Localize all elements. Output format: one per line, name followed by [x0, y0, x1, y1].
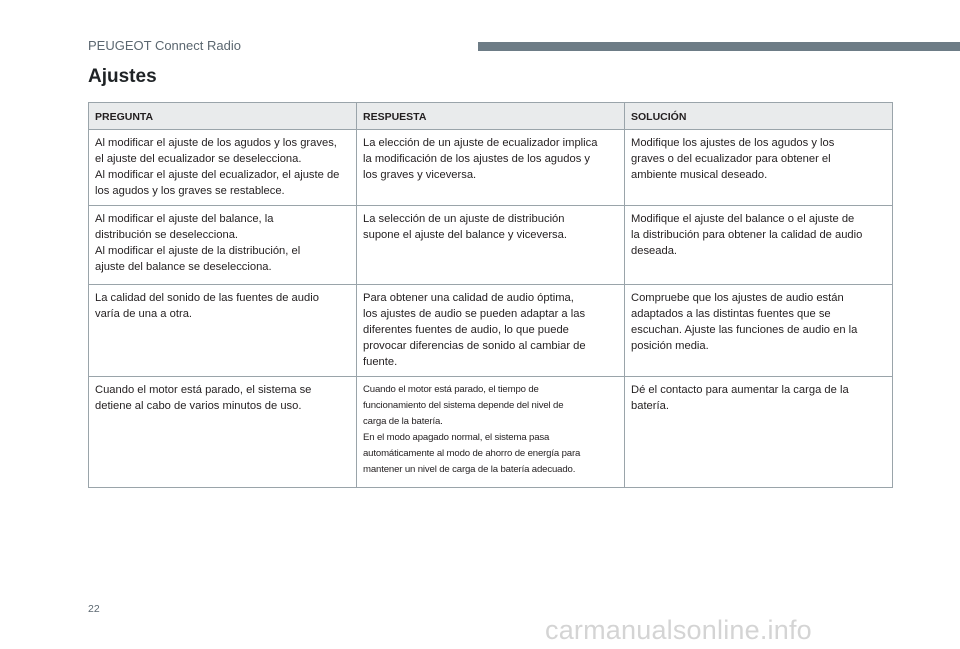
cell-text-line: automáticamente al modo de ahorro de energía para — [363, 448, 581, 459]
table-row — [89, 130, 893, 206]
cell-text-line: funcionamiento del sistema depende del nivel de — [363, 400, 564, 411]
header-accent-bar — [478, 42, 960, 51]
cell-pregunta — [89, 285, 357, 377]
cell-text-line: diferentes fuentes de audio, lo que puede — [363, 324, 569, 336]
cell-text-line: Al modificar el ajuste del balance, la — [95, 213, 274, 225]
cell-text-line: supone el ajuste del balance y viceversa. — [363, 229, 567, 241]
page-number: 22 — [88, 603, 100, 615]
cell-text-line: varía de una a otra. — [95, 308, 193, 320]
cell-text-line: Dé el contacto para aumentar la carga de la — [631, 384, 849, 396]
cell-text-line: distribución se deselecciona. — [95, 229, 239, 241]
cell-text-line: Al modificar el ajuste del ecualizador, el ajuste de — [95, 169, 340, 181]
cell-text-line: Modifique los ajustes de los agudos y los — [631, 137, 835, 149]
document-header-title: PEUGEOT Connect Radio — [88, 38, 241, 53]
cell-text-line: Modifique el ajuste del balance o el ajuste de — [631, 213, 855, 225]
cell-text-line: los agudos y los graves se restablece. — [95, 185, 285, 197]
cell-text-line: Al modificar el ajuste de los agudos y los graves, — [95, 137, 337, 149]
column-header-solucion: SOLUCIÓN — [625, 103, 893, 130]
troubleshooting-table — [88, 102, 893, 488]
cell-text-line: deseada. — [631, 245, 678, 257]
section-title: Ajustes — [88, 66, 157, 87]
cell-solucion — [625, 285, 893, 377]
cell-text-line: ajuste del balance se deselecciona. — [95, 261, 272, 273]
cell-text-line: Cuando el motor está parado, el tiempo de — [363, 384, 539, 395]
cell-text-line: carga de la batería. — [363, 416, 443, 427]
cell-text-line: La selección de un ajuste de distribución — [363, 213, 565, 225]
cell-text-line: la distribución para obtener la calidad de audio — [631, 229, 863, 241]
cell-pregunta — [89, 130, 357, 206]
cell-text-line: mantener un nivel de carga de la batería adecuado. — [363, 464, 576, 475]
cell-text-line: Cuando el motor está parado, el sistema se — [95, 384, 312, 396]
cell-solucion — [625, 206, 893, 285]
table-row — [89, 206, 893, 285]
cell-respuesta — [357, 377, 625, 488]
cell-text-line: Al modificar el ajuste de la distribución, el — [95, 245, 301, 257]
cell-solucion — [625, 377, 893, 488]
column-header-pregunta: PREGUNTA — [89, 103, 357, 130]
cell-text-line: En el modo apagado normal, el sistema pasa — [363, 432, 550, 443]
cell-respuesta — [357, 206, 625, 285]
cell-text-line: detiene al cabo de varios minutos de uso. — [95, 400, 302, 412]
cell-text-line: escuchan. Ajuste las funciones de audio en la — [631, 324, 858, 336]
cell-text-line: la modificación de los ajustes de los agudos y — [363, 153, 590, 165]
cell-solucion — [625, 130, 893, 206]
watermark-logo: carmanualsonline.info — [545, 615, 812, 645]
cell-text-line: provocar diferencias de sonido al cambiar de — [363, 340, 586, 352]
table-row — [89, 377, 893, 488]
cell-respuesta — [357, 130, 625, 206]
table-header-row — [89, 103, 893, 130]
cell-text-line: batería. — [631, 400, 669, 412]
cell-text-line: fuente. — [363, 356, 398, 368]
cell-respuesta — [357, 285, 625, 377]
cell-text-line: graves o del ecualizador para obtener el — [631, 153, 831, 165]
cell-text-line: La elección de un ajuste de ecualizador implica — [363, 137, 598, 149]
cell-text-line: adaptados a las distintas fuentes que se — [631, 308, 831, 320]
cell-text-line: los ajustes de audio se pueden adaptar a las — [363, 308, 586, 320]
cell-pregunta — [89, 206, 357, 285]
cell-text-line: ambiente musical deseado. — [631, 169, 768, 181]
cell-text-line: el ajuste del ecualizador se deselecciona. — [95, 153, 302, 165]
table-row — [89, 285, 893, 377]
cell-pregunta — [89, 377, 357, 488]
cell-text-line: los graves y viceversa. — [363, 169, 477, 181]
cell-text-line: posición media. — [631, 340, 709, 352]
cell-text-line: Compruebe que los ajustes de audio están — [631, 292, 844, 304]
cell-text-line: Para obtener una calidad de audio óptima, — [363, 292, 574, 304]
cell-text-line: La calidad del sonido de las fuentes de audio — [95, 292, 319, 304]
column-header-respuesta: RESPUESTA — [357, 103, 625, 130]
